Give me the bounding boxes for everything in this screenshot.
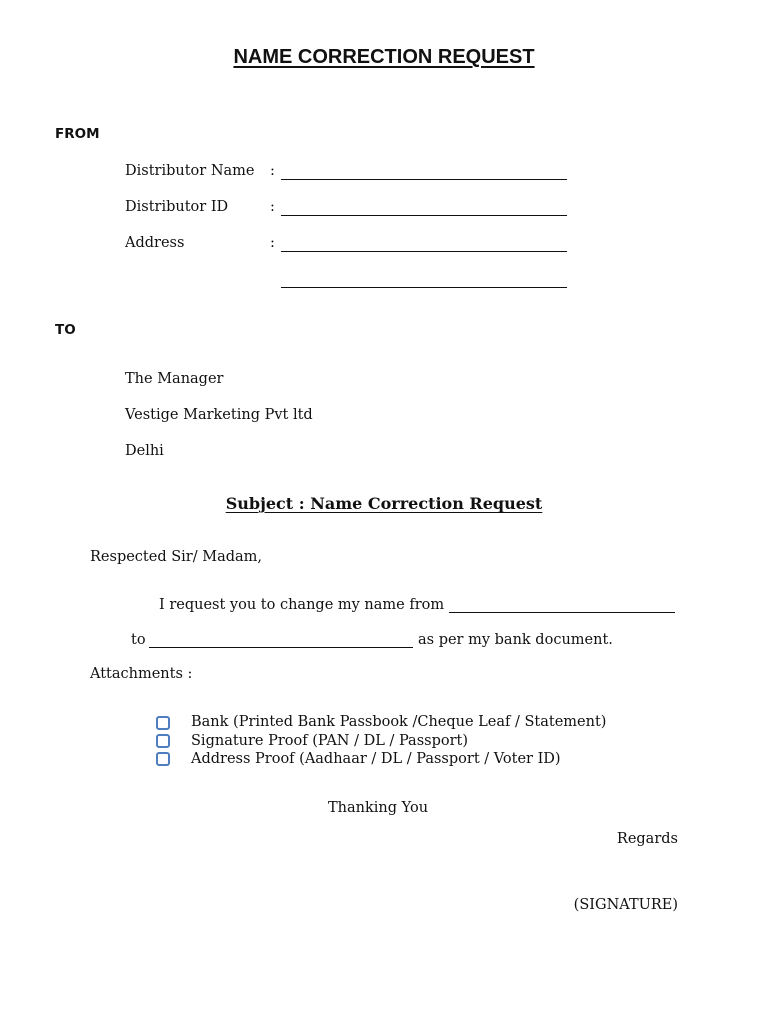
distributor-name-label: Distributor Name <box>125 163 255 179</box>
bank-proof-checkbox[interactable] <box>156 716 170 730</box>
recipient-city: Delhi <box>125 443 164 459</box>
bank-proof-label: Bank (Printed Bank Passbook /Cheque Leaf / Statement) <box>191 714 607 730</box>
from-heading: FROM <box>55 126 100 142</box>
distributor-id-field[interactable] <box>281 215 567 216</box>
address-field-line-1[interactable] <box>281 251 567 252</box>
salutation: Respected Sir/ Madam, <box>90 549 262 565</box>
address-field-line-2[interactable] <box>281 287 567 288</box>
address-proof-label: Address Proof (Aadhaar / DL / Passport / Voter ID) <box>191 751 561 767</box>
thanking-you: Thanking You <box>328 800 429 816</box>
distributor-id-colon: : <box>270 199 275 215</box>
address-proof-checkbox[interactable] <box>156 752 170 766</box>
recipient-company: Vestige Marketing Pvt ltd <box>125 407 313 423</box>
distributor-name-field[interactable] <box>281 179 567 180</box>
old-name-field[interactable] <box>449 612 675 613</box>
subject-text: Subject : Name Correction Request <box>225 494 543 513</box>
body-line1-text: I request you to change my name from <box>159 597 445 613</box>
address-label: Address <box>125 235 185 251</box>
new-name-field[interactable] <box>149 647 413 648</box>
signature-placeholder: (SIGNATURE) <box>573 897 678 913</box>
signature-proof-label: Signature Proof (PAN / DL / Passport) <box>191 733 469 749</box>
to-heading: TO <box>55 322 76 338</box>
body-line2-prefix: to <box>131 632 146 648</box>
attachments-label: Attachments : <box>90 666 193 682</box>
page-title-text: NAME CORRECTION REQUEST <box>233 46 535 68</box>
body-line2-suffix: as per my bank document. <box>418 632 613 648</box>
subject-line <box>0 494 768 513</box>
signature-proof-checkbox[interactable] <box>156 734 170 748</box>
address-colon: : <box>270 235 275 251</box>
page-title <box>0 46 768 69</box>
regards: Regards <box>616 831 678 847</box>
recipient-title: The Manager <box>125 371 224 387</box>
distributor-id-label: Distributor ID <box>125 199 229 215</box>
distributor-name-colon: : <box>270 163 275 179</box>
